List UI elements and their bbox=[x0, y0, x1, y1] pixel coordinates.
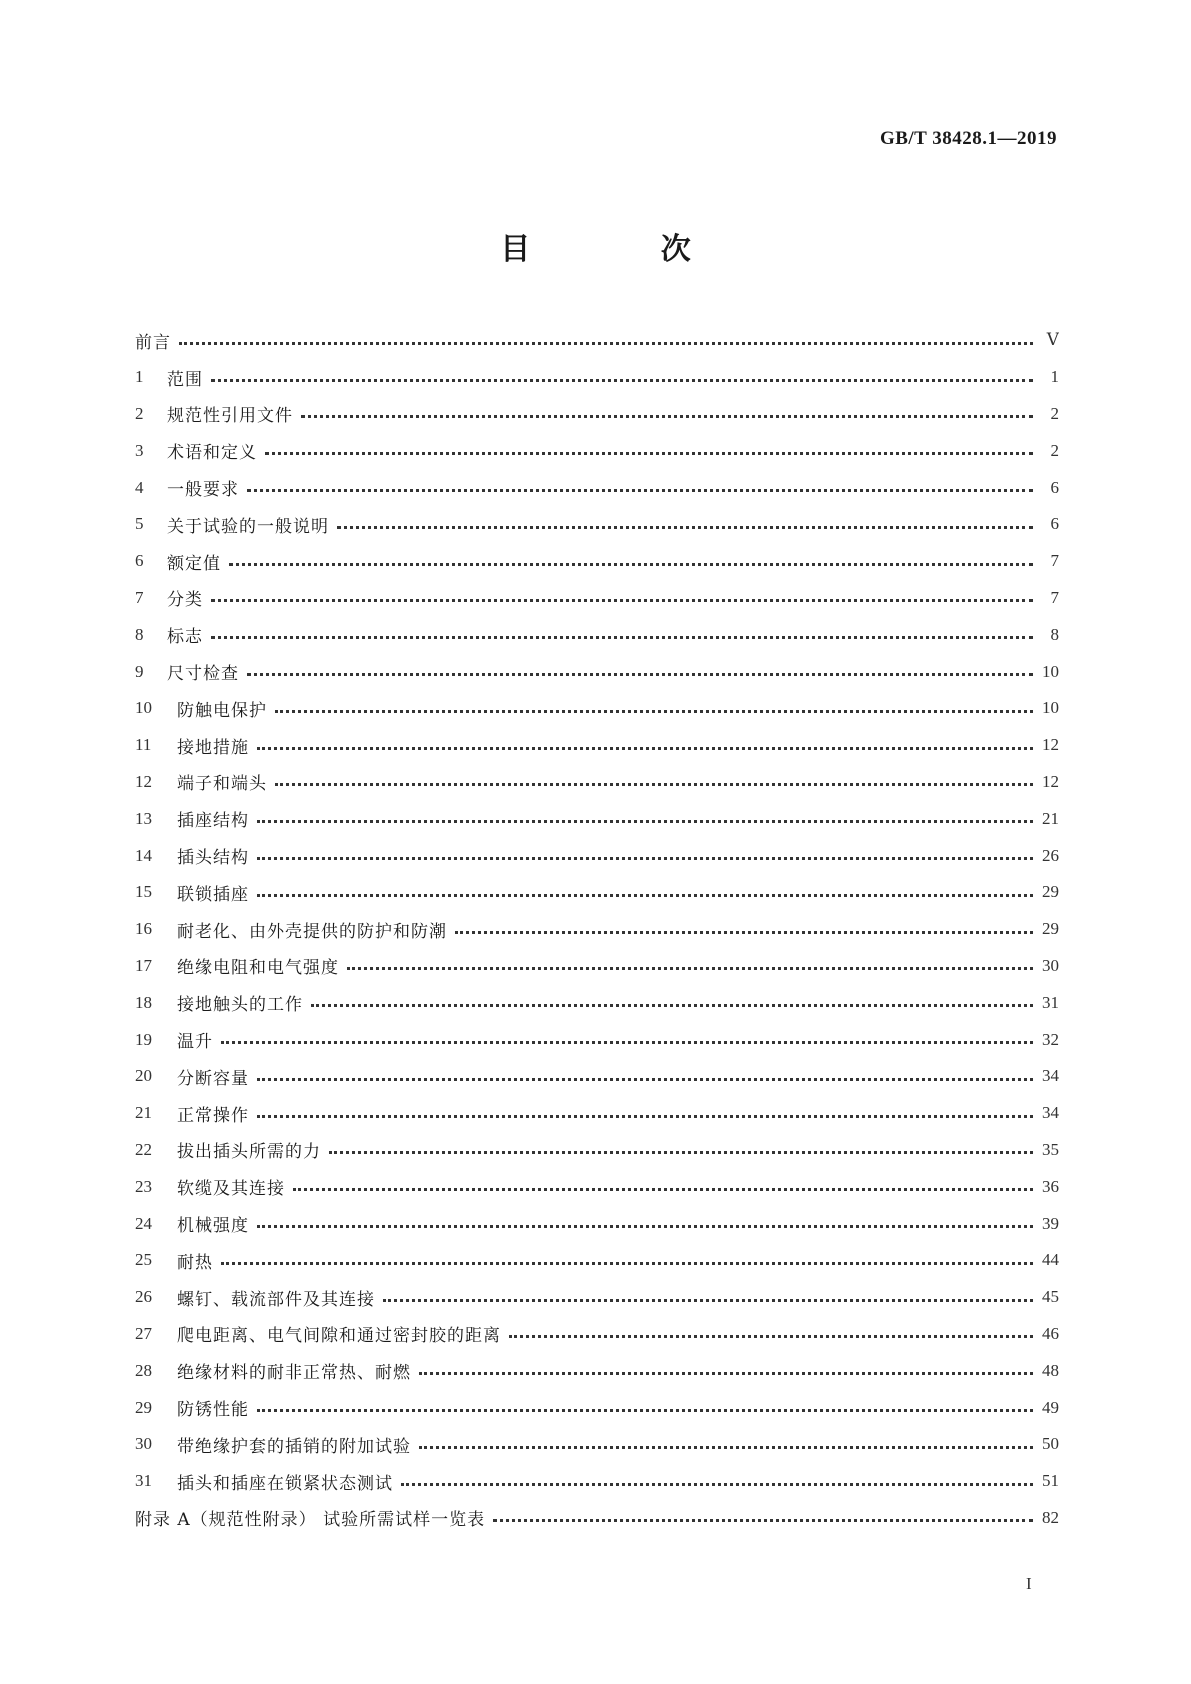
toc-entry-number: 3 bbox=[135, 440, 144, 460]
toc-dot-leader bbox=[257, 857, 1033, 860]
toc-dot-leader bbox=[257, 1225, 1033, 1228]
toc-entry[interactable] bbox=[135, 727, 1059, 764]
toc-entry-page: 29 bbox=[1042, 882, 1059, 902]
toc-entry-label: 绝缘电阻和电气强度 bbox=[177, 958, 339, 979]
toc-dot-leader bbox=[455, 931, 1033, 934]
toc-entry[interactable] bbox=[135, 1132, 1059, 1169]
toc-entry[interactable] bbox=[135, 653, 1059, 690]
toc-dot-leader bbox=[221, 1041, 1033, 1044]
toc-entry-page: 7 bbox=[1050, 551, 1059, 571]
toc-entry-label: 术语和定义 bbox=[167, 443, 257, 464]
toc-entry-page: 48 bbox=[1042, 1360, 1059, 1380]
toc-entry-number: 1 bbox=[135, 367, 144, 387]
toc-entry[interactable] bbox=[135, 1500, 1059, 1537]
toc-dot-leader bbox=[247, 489, 1033, 492]
toc-entry[interactable] bbox=[135, 764, 1059, 801]
toc-entry-label: 关于试验的一般说明 bbox=[167, 516, 329, 537]
toc-entry[interactable] bbox=[135, 911, 1059, 948]
toc-entry-page: 34 bbox=[1042, 1103, 1059, 1123]
toc-entry-label: 端子和端头 bbox=[177, 774, 267, 795]
toc-entry-number: 25 bbox=[135, 1250, 152, 1270]
toc-entry-page: 50 bbox=[1042, 1434, 1059, 1454]
toc-entry-number: 10 bbox=[135, 698, 152, 718]
toc-entry-page: 35 bbox=[1042, 1139, 1059, 1159]
toc-dot-leader bbox=[257, 1115, 1033, 1118]
toc-entry-number: 16 bbox=[135, 919, 152, 939]
toc-entry[interactable] bbox=[135, 1279, 1059, 1316]
toc-entry[interactable] bbox=[135, 1095, 1059, 1132]
toc-entry[interactable] bbox=[135, 432, 1059, 469]
toc-dot-leader bbox=[265, 452, 1033, 455]
toc-entry-page: 51 bbox=[1042, 1471, 1059, 1491]
toc-entry-label: 耐老化、由外壳提供的防护和防潮 bbox=[177, 921, 447, 942]
toc-entry[interactable] bbox=[135, 1463, 1059, 1500]
toc-dot-leader bbox=[257, 1078, 1033, 1081]
toc-entry[interactable] bbox=[135, 837, 1059, 874]
toc-entry-label: 带绝缘护套的插销的附加试验 bbox=[177, 1436, 411, 1457]
toc-entry-page: 26 bbox=[1042, 845, 1059, 865]
toc-entry[interactable] bbox=[135, 874, 1059, 911]
toc-dot-leader bbox=[247, 673, 1033, 676]
toc-title: 目 次 bbox=[500, 232, 751, 267]
toc-entry-number: 29 bbox=[135, 1397, 152, 1417]
toc-dot-leader bbox=[509, 1335, 1033, 1338]
toc-entry-page: 30 bbox=[1042, 955, 1059, 975]
toc-entry-label: 接地触头的工作 bbox=[177, 995, 303, 1016]
toc-entry-number: 12 bbox=[135, 771, 152, 791]
toc-entry[interactable] bbox=[135, 543, 1059, 580]
toc-entry-number: 9 bbox=[135, 661, 144, 681]
toc-entry-label: 拔出插头所需的力 bbox=[177, 1142, 321, 1163]
toc-entry-label: 爬电距离、电气间隙和通过密封胶的距离 bbox=[177, 1326, 501, 1347]
toc-entry-number: 27 bbox=[135, 1323, 152, 1343]
toc-entry-number: 7 bbox=[135, 587, 144, 607]
toc-entry-page: 36 bbox=[1042, 1176, 1059, 1196]
toc-entry-number: 19 bbox=[135, 1029, 152, 1049]
toc-dot-leader bbox=[311, 1004, 1033, 1007]
toc-entry-label: 耐热 bbox=[177, 1252, 213, 1273]
toc-dot-leader bbox=[257, 820, 1033, 823]
toc-entry-label: 尺寸检查 bbox=[167, 664, 239, 685]
toc-entry-label: 温升 bbox=[177, 1032, 213, 1053]
toc-dot-leader bbox=[211, 379, 1033, 382]
toc-entry-page: 10 bbox=[1042, 661, 1059, 681]
toc-entry[interactable] bbox=[135, 800, 1059, 837]
toc-entry-number: 21 bbox=[135, 1103, 152, 1123]
toc-entry-label: 接地措施 bbox=[177, 737, 249, 758]
toc-entry-label: 额定值 bbox=[167, 553, 221, 574]
toc-entry-page: 1 bbox=[1050, 367, 1059, 387]
toc-entry-label: 附录 A（规范性附录） 试验所需试样一览表 bbox=[135, 1510, 486, 1531]
toc-entry-page: 29 bbox=[1042, 919, 1059, 939]
toc-entry-number: 4 bbox=[135, 477, 144, 497]
toc-entry-label: 规范性引用文件 bbox=[167, 406, 293, 427]
toc-entry-page: 44 bbox=[1042, 1250, 1059, 1270]
toc-entry[interactable] bbox=[135, 948, 1059, 985]
toc-entry[interactable] bbox=[135, 506, 1059, 543]
toc-entry-page: 12 bbox=[1042, 771, 1059, 791]
toc-dot-leader bbox=[211, 636, 1033, 639]
toc-entry-number: 31 bbox=[135, 1471, 152, 1491]
toc-entry-page: 2 bbox=[1050, 403, 1059, 423]
toc-entry-number: 18 bbox=[135, 992, 152, 1012]
toc-dot-leader bbox=[257, 1409, 1033, 1412]
toc-entry-label: 插座结构 bbox=[177, 811, 249, 832]
toc-dot-leader bbox=[383, 1299, 1033, 1302]
toc-entry-page: 6 bbox=[1050, 477, 1059, 497]
toc-entry-number: 15 bbox=[135, 882, 152, 902]
toc-dot-leader bbox=[493, 1519, 1033, 1522]
toc-entry-number: 2 bbox=[135, 403, 144, 423]
toc-entry-label: 防锈性能 bbox=[177, 1400, 249, 1420]
toc-entry-number: 14 bbox=[135, 845, 152, 865]
toc-entry[interactable] bbox=[135, 322, 1059, 359]
toc-entry-page: 8 bbox=[1050, 624, 1059, 644]
toc-entry-label: 插头和插座在锁紧状态测试 bbox=[177, 1473, 393, 1494]
toc-entry[interactable] bbox=[135, 1058, 1059, 1095]
toc-entry[interactable] bbox=[135, 690, 1059, 727]
toc-entry-page: 31 bbox=[1042, 992, 1059, 1012]
toc-entry[interactable] bbox=[135, 469, 1059, 506]
toc-entry-page: 39 bbox=[1042, 1213, 1059, 1233]
toc-entry-label: 分断容量 bbox=[177, 1068, 249, 1089]
toc-entry-label: 前言 bbox=[135, 332, 171, 353]
page-number: I bbox=[1026, 1574, 1032, 1593]
toc-dot-leader bbox=[347, 967, 1033, 970]
toc-list bbox=[135, 322, 1059, 1536]
toc-entry-label: 插头结构 bbox=[177, 848, 249, 869]
toc-dot-leader bbox=[329, 1151, 1033, 1154]
toc-entry[interactable] bbox=[135, 580, 1059, 617]
toc-dot-leader bbox=[257, 894, 1033, 897]
toc-dot-leader bbox=[221, 1262, 1033, 1265]
toc-entry-label: 机械强度 bbox=[177, 1216, 249, 1237]
toc-dot-leader bbox=[419, 1372, 1033, 1375]
toc-entry-label: 正常操作 bbox=[177, 1105, 249, 1126]
toc-entry-label: 螺钉、载流部件及其连接 bbox=[177, 1289, 375, 1310]
toc-entry-label: 一般要求 bbox=[167, 480, 239, 501]
toc-entry-number: 5 bbox=[135, 514, 144, 534]
toc-entry-page: 21 bbox=[1042, 808, 1059, 828]
toc-entry-page: 7 bbox=[1050, 587, 1059, 607]
toc-entry-number: 17 bbox=[135, 955, 152, 975]
toc-entry-page: 34 bbox=[1042, 1066, 1059, 1086]
toc-dot-leader bbox=[257, 747, 1033, 750]
toc-entry[interactable] bbox=[135, 359, 1059, 396]
toc-entry-page: 6 bbox=[1050, 514, 1059, 534]
toc-entry[interactable] bbox=[135, 1352, 1059, 1389]
toc-entry[interactable] bbox=[135, 1426, 1059, 1463]
toc-entry-page: 12 bbox=[1042, 735, 1059, 755]
toc-entry[interactable] bbox=[135, 396, 1059, 433]
standard-code: GB/T 38428.1—2019 bbox=[879, 128, 1057, 149]
toc-entry-label: 范围 bbox=[167, 369, 203, 390]
toc-entry[interactable] bbox=[135, 1168, 1059, 1205]
toc-entry[interactable] bbox=[135, 984, 1059, 1021]
toc-entry-page: Ⅴ bbox=[1046, 330, 1059, 350]
toc-entry-label: 分类 bbox=[167, 590, 203, 611]
toc-dot-leader bbox=[229, 563, 1033, 566]
toc-dot-leader bbox=[275, 710, 1033, 713]
toc-entry-page: 45 bbox=[1042, 1287, 1059, 1307]
toc-entry[interactable] bbox=[135, 1316, 1059, 1353]
toc-entry[interactable] bbox=[135, 1389, 1059, 1426]
toc-dot-leader bbox=[301, 415, 1033, 418]
toc-entry-number: 8 bbox=[135, 624, 144, 644]
toc-entry-page: 2 bbox=[1050, 440, 1059, 460]
toc-dot-leader bbox=[401, 1483, 1033, 1486]
toc-entry-label: 绝缘材料的耐非正常热、耐燃 bbox=[177, 1363, 411, 1384]
toc-entry-page: 49 bbox=[1042, 1397, 1059, 1417]
toc-entry-page: 32 bbox=[1042, 1029, 1059, 1049]
toc-entry-number: 13 bbox=[135, 808, 152, 828]
toc-entry-number: 28 bbox=[135, 1360, 152, 1380]
toc-entry-number: 11 bbox=[135, 735, 152, 755]
toc-entry-label: 联锁插座 bbox=[177, 884, 249, 905]
toc-entry[interactable] bbox=[135, 1205, 1059, 1242]
toc-entry-page: 82 bbox=[1042, 1507, 1059, 1527]
toc-entry-number: 22 bbox=[135, 1139, 152, 1159]
toc-entry-label: 标志 bbox=[167, 627, 203, 648]
toc-entry-number: 23 bbox=[135, 1176, 152, 1196]
toc-entry[interactable] bbox=[135, 616, 1059, 653]
toc-entry-number: 30 bbox=[135, 1434, 152, 1454]
toc-entry-number: 6 bbox=[135, 551, 144, 571]
toc-entry-page: 10 bbox=[1042, 698, 1059, 718]
toc-entry-label: 软缆及其连接 bbox=[177, 1179, 285, 1200]
toc-entry-number: 24 bbox=[135, 1213, 152, 1233]
toc-dot-leader bbox=[419, 1446, 1033, 1449]
toc-entry[interactable] bbox=[135, 1021, 1059, 1058]
toc-entry-page: 46 bbox=[1042, 1323, 1059, 1343]
toc-dot-leader bbox=[337, 526, 1033, 529]
toc-entry-number: 20 bbox=[135, 1066, 152, 1086]
toc-dot-leader bbox=[179, 342, 1033, 345]
toc-dot-leader bbox=[293, 1188, 1033, 1191]
toc-dot-leader bbox=[211, 599, 1033, 602]
toc-entry-label: 防触电保护 bbox=[177, 700, 267, 721]
toc-entry[interactable] bbox=[135, 1242, 1059, 1279]
toc-dot-leader bbox=[275, 783, 1033, 786]
toc-entry-number: 26 bbox=[135, 1287, 152, 1307]
